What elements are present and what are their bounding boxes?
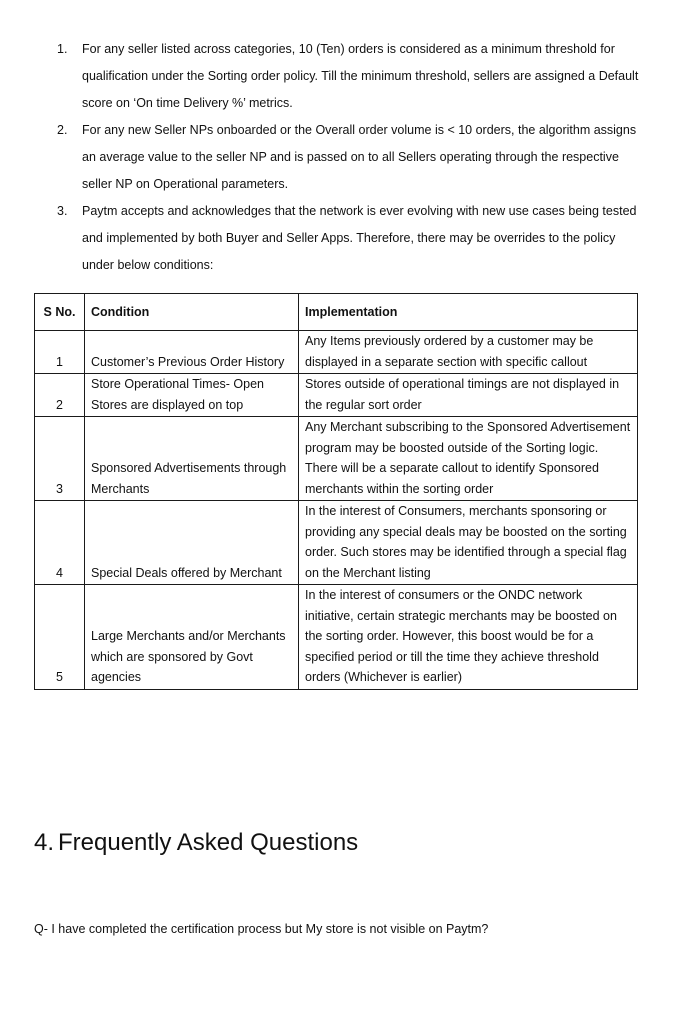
table-header-row xyxy=(35,294,638,331)
faq-question: Q- I have completed the certification process but My store is not visible on Paytm? xyxy=(34,922,489,936)
header-condition: Condition xyxy=(85,294,299,331)
policy-note-3 xyxy=(0,198,700,279)
faq-section-number: 4. xyxy=(34,829,55,856)
sorting-override-table xyxy=(34,293,638,690)
faq-heading xyxy=(34,826,358,860)
cell-implementation: In the interest of consumers or the ONDC network initiative, certain strategic merchants may be boosted on the sorting order. However, this boost would be for a specified period or till the time they achieve threshold orders (Whichever is earlier) xyxy=(299,585,638,690)
cell-sno: 2 xyxy=(35,374,85,417)
header-implementation: Implementation xyxy=(299,294,638,331)
header-sno: S No. xyxy=(35,294,85,331)
table-row xyxy=(35,501,638,585)
cell-sno: 5 xyxy=(35,585,85,690)
cell-sno: 3 xyxy=(35,417,85,501)
policy-note-1 xyxy=(0,36,700,117)
table-row xyxy=(35,374,638,417)
table-row xyxy=(35,331,638,374)
list-number: 3. xyxy=(57,204,68,218)
list-number: 1. xyxy=(57,42,68,56)
policy-notes-list xyxy=(0,36,700,279)
table-row xyxy=(35,417,638,501)
cell-condition: Sponsored Advertisements through Merchants xyxy=(85,417,299,501)
table-row xyxy=(35,585,638,690)
cell-implementation: Any Items previously ordered by a customer may be displayed in a separate section with specific callout xyxy=(299,331,638,374)
cell-implementation: In the interest of Consumers, merchants sponsoring or providing any special deals may be boosted on the sorting order. Such stores may be identified through a special flag on the Merchant listing xyxy=(299,501,638,585)
cell-sno: 1 xyxy=(35,331,85,374)
list-text: For any seller listed across categories, 10 (Ten) orders is considered as a minimum threshold for qualification under the Sorting order policy. Till the minimum threshold, sellers are assigned a Default score on ‘On time Delivery %’ metrics. xyxy=(82,42,639,110)
cell-condition: Special Deals offered by Merchant xyxy=(85,501,299,585)
faq-title-text: Frequently Asked Questions xyxy=(58,829,359,856)
policy-note-2 xyxy=(0,117,700,198)
cell-condition: Customer’s Previous Order History xyxy=(85,331,299,374)
list-text: For any new Seller NPs onboarded or the Overall order volume is < 10 orders, the algorithm assigns an average value to the seller NP and is passed on to all Sellers operating through the respective seller NP on Operational parameters. xyxy=(82,123,637,191)
cell-implementation: Any Merchant subscribing to the Sponsored Advertisement program may be boosted outside of the Sorting logic. There will be a separate callout to identify Sponsored merchants within the sorting order xyxy=(299,417,638,501)
list-text: Paytm accepts and acknowledges that the network is ever evolving with new use cases being tested and implemented by both Buyer and Seller Apps. Therefore, there may be overrides to the policy under below conditions: xyxy=(82,204,637,272)
cell-condition: Store Operational Times- Open Stores are displayed on top xyxy=(85,374,299,417)
cell-condition: Large Merchants and/or Merchants which are sponsored by Govt agencies xyxy=(85,585,299,690)
list-number: 2. xyxy=(57,123,68,137)
cell-implementation: Stores outside of operational timings are not displayed in the regular sort order xyxy=(299,374,638,417)
cell-sno: 4 xyxy=(35,501,85,585)
